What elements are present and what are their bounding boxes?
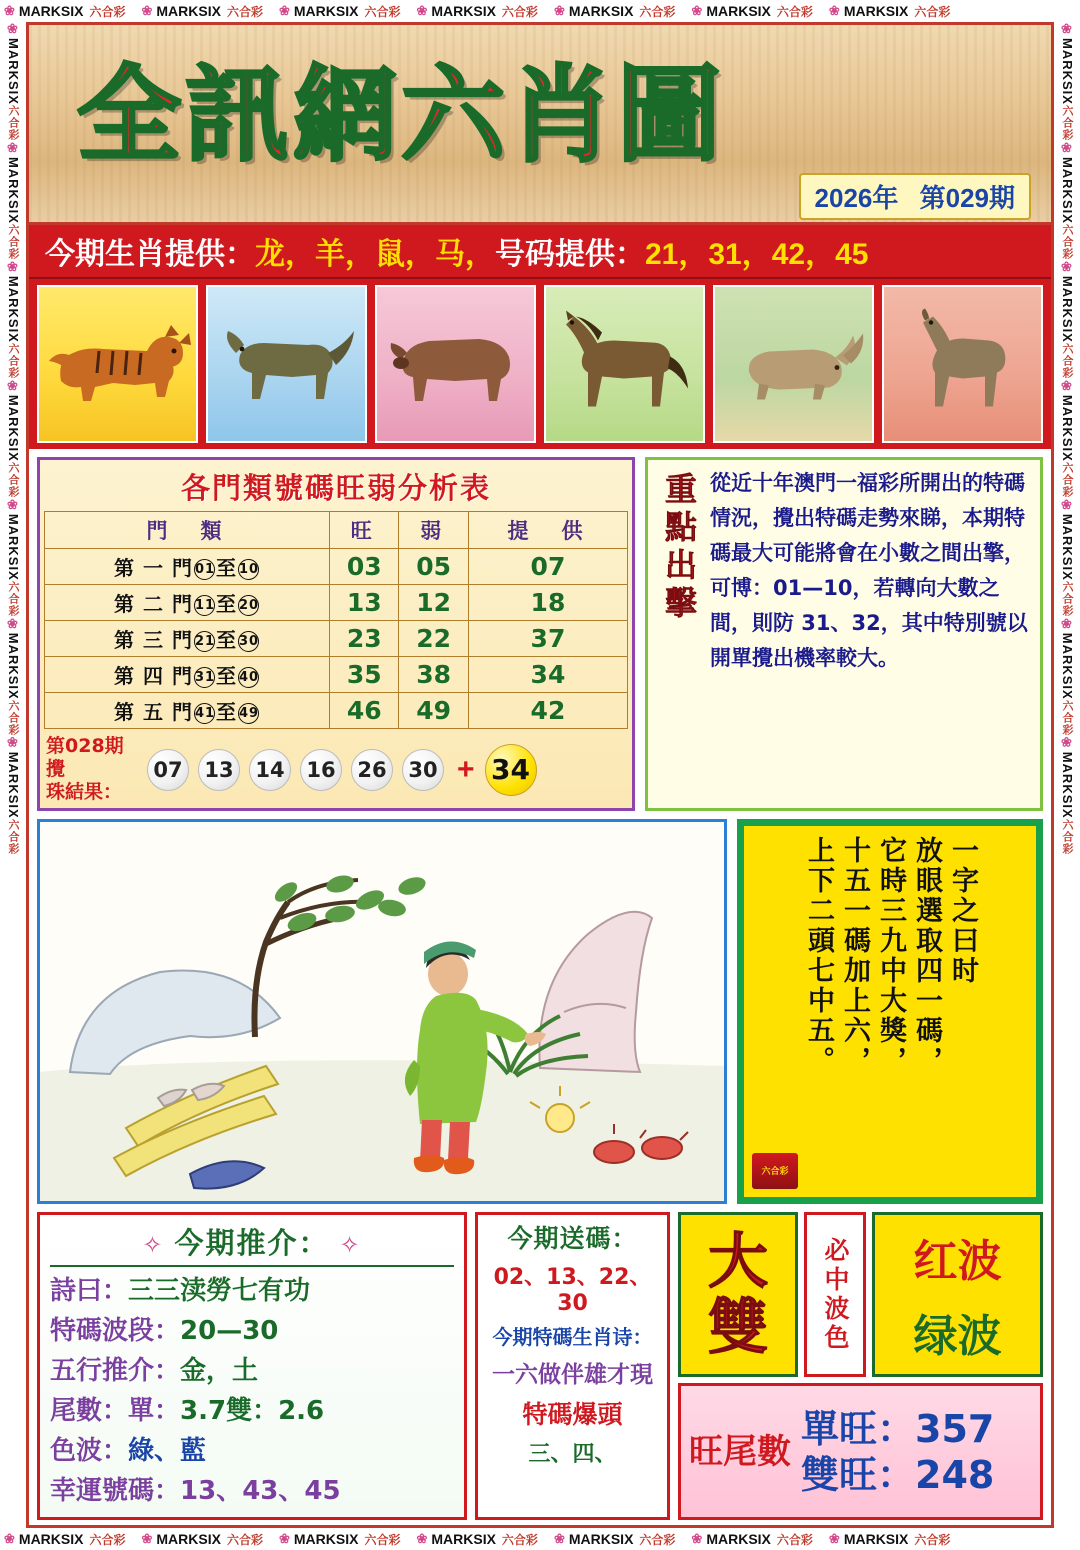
tail-odd-label: 單旺： bbox=[801, 1406, 916, 1451]
th-category: 門 類 bbox=[45, 512, 330, 549]
animal-cell-horse bbox=[544, 285, 705, 443]
flower-icon: ❀ bbox=[141, 3, 153, 18]
page-header bbox=[29, 25, 1051, 225]
tail-label: 旺尾數 bbox=[689, 1431, 791, 1472]
cell-weak: 38 bbox=[399, 657, 468, 693]
cell-weak: 05 bbox=[399, 549, 468, 585]
flower-icon: ❀ bbox=[691, 3, 703, 18]
rabbit-icon bbox=[719, 312, 869, 417]
note-body: 從近十年澳門一福彩所開出的特碼情況，攪出特碼走勢來睇，本期特碼最大可能將會在小數之間出擎，可博：01—10，若轉向大數之間，則防 31、32，其中特別號以開單攪出機率較大。 bbox=[710, 471, 1028, 670]
flower-icon: ❀ bbox=[416, 1531, 428, 1546]
last-draw-label bbox=[46, 735, 141, 804]
marquee-item: MARKSIX 六合彩 bbox=[293, 1530, 401, 1547]
table-row bbox=[45, 549, 628, 585]
cat-range-start: 01 bbox=[194, 559, 215, 580]
cat-prefix: 第 五 門 bbox=[114, 700, 193, 724]
goat-icon bbox=[893, 307, 1033, 422]
draw-ball: 26 bbox=[351, 749, 393, 791]
right-top-row bbox=[678, 1212, 1043, 1377]
cat-range-start: 21 bbox=[194, 631, 215, 652]
flower-icon: ❀ bbox=[553, 1531, 565, 1546]
number-values: 21，31，42，45 bbox=[645, 238, 869, 271]
pig-icon bbox=[381, 309, 531, 419]
recommend-key: 幸運號碼： bbox=[50, 1476, 181, 1506]
animal-cell-rabbit bbox=[713, 285, 874, 443]
cat-mid: 至 bbox=[215, 664, 237, 688]
cat-range-start: 11 bbox=[194, 595, 215, 616]
recommend-value: 20—30 bbox=[180, 1316, 279, 1346]
flower-icon: ❀ bbox=[416, 3, 428, 18]
number-label: 号码提供： bbox=[495, 238, 645, 271]
flower-icon: ❀ bbox=[4, 1531, 15, 1546]
marquee-item: MARKSIX 六合彩 bbox=[568, 2, 676, 19]
animal-cell-tiger bbox=[37, 285, 198, 443]
recommend-key: 特碼波段： bbox=[50, 1316, 181, 1346]
poem-column: 它時三九中大獎， bbox=[875, 836, 906, 1076]
cell-provide: 42 bbox=[468, 693, 627, 729]
horse-icon bbox=[550, 307, 700, 422]
cell-provide: 07 bbox=[468, 549, 627, 585]
dog-icon bbox=[212, 309, 362, 419]
recommend-value: 綠、藍 bbox=[128, 1436, 207, 1466]
animal-cell-pig bbox=[375, 285, 536, 443]
recommend-key: 尾數：單： bbox=[50, 1396, 181, 1426]
send-tail: 三、四、 bbox=[528, 1442, 617, 1467]
last-draw-result bbox=[44, 729, 628, 804]
poem-column: 十五一碼加上六， bbox=[839, 836, 870, 1076]
cat-prefix: 第 二 門 bbox=[114, 592, 193, 616]
cell-provide: 37 bbox=[468, 621, 627, 657]
stamp-logo: 六合彩 bbox=[752, 1153, 798, 1189]
draw-ball: 14 bbox=[249, 749, 291, 791]
draw-ball: 30 bbox=[402, 749, 444, 791]
cat-range-end: 40 bbox=[238, 667, 259, 688]
cat-range-start: 31 bbox=[194, 667, 215, 688]
recommend-value: 3.7雙：2.6 bbox=[180, 1396, 325, 1426]
marquee-item: MARKSIX 六合彩 bbox=[431, 1530, 538, 1547]
recommend-row bbox=[50, 1431, 454, 1471]
cell-weak: 12 bbox=[399, 585, 468, 621]
marquee-item: MARKSIX 六合彩 bbox=[843, 2, 951, 19]
page-title: 全訊網六肖圖 bbox=[77, 54, 726, 176]
last-draw-label-line2: 珠結果： bbox=[46, 781, 123, 803]
recommend-title: 今期推介： bbox=[174, 1226, 330, 1260]
marquee-bottom bbox=[0, 1528, 1080, 1550]
recommend-row bbox=[50, 1471, 454, 1511]
big-double-box bbox=[678, 1212, 798, 1377]
illustration-image bbox=[37, 819, 727, 1204]
table-row bbox=[45, 693, 628, 729]
cat-range-start: 41 bbox=[194, 703, 215, 724]
cat-range-end: 10 bbox=[238, 559, 259, 580]
cell-weak: 22 bbox=[399, 621, 468, 657]
th-weak: 弱 bbox=[399, 512, 468, 549]
recommend-value: 13、43、45 bbox=[180, 1476, 341, 1506]
cat-mid: 至 bbox=[215, 700, 237, 724]
marquee-item: MARKSIX 六合彩 bbox=[568, 1530, 676, 1547]
send-subtitle: 今期特碼生肖诗： bbox=[492, 1325, 653, 1349]
draw-ball: 07 bbox=[147, 749, 189, 791]
cell-category bbox=[45, 657, 330, 693]
marquee-item: MARKSIX 六合彩 bbox=[293, 2, 401, 19]
plus-sign: + bbox=[457, 752, 475, 786]
zodiac-values: 龙，羊，鼠，马， bbox=[255, 238, 495, 271]
send-title: 今期送碼： bbox=[507, 1224, 638, 1253]
recommend-box bbox=[37, 1212, 467, 1520]
zodiac-label: 今期生肖提供： bbox=[45, 238, 255, 271]
tail-odd-value: 357 bbox=[915, 1406, 995, 1451]
right-column bbox=[678, 1212, 1043, 1520]
recommend-key: 五行推介： bbox=[50, 1356, 181, 1386]
th-strong: 旺 bbox=[330, 512, 399, 549]
table-row bbox=[45, 621, 628, 657]
recommend-key: 詩曰： bbox=[50, 1276, 129, 1306]
big-double-line2: 雙 bbox=[708, 1292, 768, 1363]
draw-ball: 16 bbox=[300, 749, 342, 791]
issue-badge bbox=[799, 173, 1031, 220]
animal-row bbox=[29, 279, 1051, 449]
must-hit-text: 必中波色 bbox=[821, 1236, 850, 1353]
marquee-item: MARKSIX 六合彩 bbox=[18, 1530, 126, 1547]
marquee-item: MARKSIX 六合彩 bbox=[156, 2, 263, 19]
marquee-item: MARKSIX 六合彩 bbox=[843, 1530, 951, 1547]
analysis-section bbox=[29, 449, 1051, 819]
analysis-table-box bbox=[37, 457, 635, 811]
cell-weak: 49 bbox=[399, 693, 468, 729]
send-poem-line: 一六做伴雄才現 bbox=[492, 1362, 653, 1388]
animal-cell-goat bbox=[882, 285, 1043, 443]
tail-odd-row bbox=[801, 1406, 1032, 1452]
marquee-right bbox=[1054, 22, 1080, 1528]
zodiac-banner bbox=[29, 225, 1051, 279]
flower-icon: ❀ bbox=[141, 1531, 153, 1546]
flower-icon: ❀ bbox=[278, 1531, 290, 1546]
analysis-table-title: 各門類號碼旺弱分析表 bbox=[180, 471, 491, 505]
cat-range-end: 30 bbox=[238, 631, 259, 652]
cat-prefix: 第 一 門 bbox=[114, 556, 193, 580]
cat-range-end: 49 bbox=[238, 703, 259, 724]
cell-strong: 46 bbox=[330, 693, 399, 729]
draw-ball: 13 bbox=[198, 749, 240, 791]
recommend-key: 色波： bbox=[50, 1436, 129, 1466]
recommend-value: 三三渎勞七有功 bbox=[128, 1276, 311, 1306]
table-row bbox=[45, 585, 628, 621]
must-hit-box bbox=[804, 1212, 866, 1377]
th-provide: 提 供 bbox=[468, 512, 627, 549]
flower-icon: ❀ bbox=[553, 3, 565, 18]
diamond-icon: ✧ bbox=[142, 1231, 165, 1259]
send-numbers: 02、13、22、30 bbox=[493, 1265, 652, 1316]
recommend-title-row bbox=[50, 1221, 454, 1267]
marquee-item: MARKSIX 六合彩 bbox=[706, 1530, 813, 1547]
analysis-table bbox=[44, 511, 628, 729]
poem-column: 一字之曰时 bbox=[947, 836, 978, 986]
animal-cell-dog bbox=[206, 285, 367, 443]
diamond-icon: ✧ bbox=[339, 1231, 362, 1259]
issue-number: 第029期 bbox=[919, 183, 1015, 213]
illustration-drawing bbox=[40, 822, 724, 1201]
cell-strong: 03 bbox=[330, 549, 399, 585]
note-title: 重點出擊 bbox=[660, 472, 698, 624]
marquee-left bbox=[0, 22, 26, 1528]
recommend-row bbox=[50, 1311, 454, 1351]
send-highlight: 特碼爆頭 bbox=[522, 1400, 623, 1429]
special-ball: 34 bbox=[485, 744, 537, 796]
flower-icon: ❀ bbox=[828, 1531, 840, 1546]
bottom-section bbox=[29, 1212, 1051, 1526]
marquee-right-text: ❀MARKSIX六合彩❀MARKSIX六合彩❀MARKSIX六合彩❀MARKSIX六合彩❀MARKSIX六合彩❀MARKSIX六合彩❀MARKSIX六合彩 bbox=[1060, 22, 1075, 855]
cat-prefix: 第 三 門 bbox=[114, 628, 193, 652]
tail-even-label: 雙旺： bbox=[801, 1452, 916, 1497]
tail-numbers-box bbox=[678, 1383, 1043, 1520]
marquee-item: MARKSIX 六合彩 bbox=[18, 2, 126, 19]
marquee-item: MARKSIX 六合彩 bbox=[156, 1530, 263, 1547]
send-numbers-box bbox=[475, 1212, 670, 1520]
marquee-left-text: ❀MARKSIX六合彩❀MARKSIX六合彩❀MARKSIX六合彩❀MARKSIX六合彩❀MARKSIX六合彩❀MARKSIX六合彩❀MARKSIX六合彩 bbox=[6, 22, 21, 855]
cell-category bbox=[45, 693, 330, 729]
recommend-row bbox=[50, 1351, 454, 1391]
tail-even-row bbox=[801, 1452, 1032, 1498]
big-double-line1: 大 bbox=[708, 1226, 768, 1297]
cat-mid: 至 bbox=[215, 628, 237, 652]
poem-box bbox=[737, 819, 1043, 1204]
cat-range-end: 20 bbox=[238, 595, 259, 616]
tail-values bbox=[801, 1406, 1032, 1498]
flower-icon: ❀ bbox=[4, 3, 15, 18]
marquee-top bbox=[0, 0, 1080, 22]
cell-provide: 34 bbox=[468, 657, 627, 693]
cat-mid: 至 bbox=[215, 556, 237, 580]
table-header-row bbox=[45, 512, 628, 549]
cat-mid: 至 bbox=[215, 592, 237, 616]
marquee-item: MARKSIX 六合彩 bbox=[431, 2, 538, 19]
cell-category bbox=[45, 621, 330, 657]
last-draw-label-line1: 第028期攪 bbox=[46, 735, 124, 780]
poem-columns bbox=[750, 836, 1030, 1187]
illustration-section bbox=[29, 819, 1051, 1212]
tail-even-value: 248 bbox=[915, 1452, 995, 1497]
wave-color-box bbox=[872, 1212, 1043, 1377]
cell-strong: 23 bbox=[330, 621, 399, 657]
tiger-icon bbox=[43, 309, 193, 419]
table-row bbox=[45, 657, 628, 693]
issue-year: 2026年 bbox=[814, 183, 899, 213]
flower-icon: ❀ bbox=[278, 3, 290, 18]
cell-category bbox=[45, 585, 330, 621]
poem-column: 上下二頭七中五。 bbox=[803, 836, 834, 1076]
cat-prefix: 第 四 門 bbox=[114, 664, 193, 688]
content-frame bbox=[26, 22, 1054, 1528]
marquee-item: MARKSIX 六合彩 bbox=[706, 2, 813, 19]
flower-icon: ❀ bbox=[828, 3, 840, 18]
poem-column: 放眼選取四一碼， bbox=[911, 836, 942, 1076]
recommend-row bbox=[50, 1271, 454, 1311]
cell-strong: 35 bbox=[330, 657, 399, 693]
cell-strong: 13 bbox=[330, 585, 399, 621]
cell-category bbox=[45, 549, 330, 585]
recommend-row bbox=[50, 1391, 454, 1431]
recommend-value: 金，土 bbox=[180, 1356, 259, 1386]
wave-red: 红波 bbox=[913, 1235, 1002, 1287]
note-box bbox=[645, 457, 1043, 811]
cell-provide: 18 bbox=[468, 585, 627, 621]
flower-icon: ❀ bbox=[691, 1531, 703, 1546]
wave-green: 绿波 bbox=[913, 1311, 1002, 1363]
